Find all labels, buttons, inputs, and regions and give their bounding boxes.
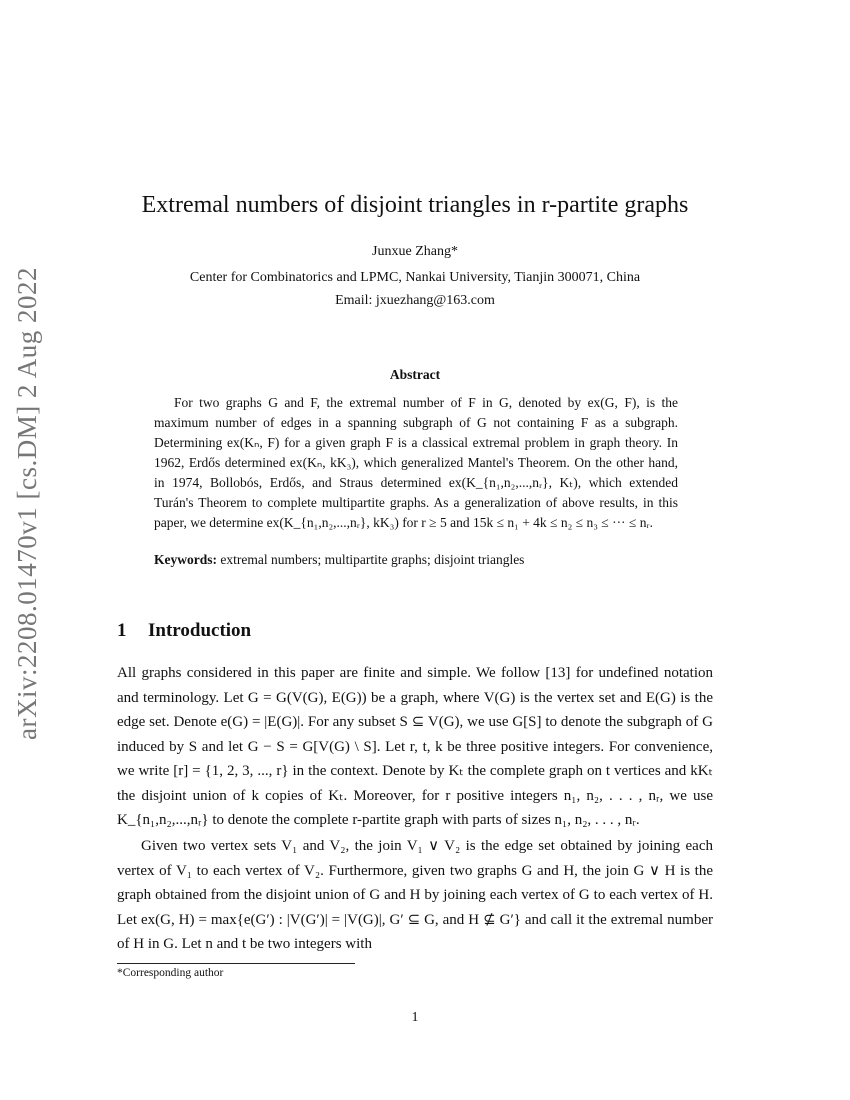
intro-paragraph-1: All graphs considered in this paper are finite and simple. We follow [13] for undefined notation and terminology. Let G = G(V(G), E(G)) be a graph, where V(G) is the vertex set and E(G) is the edge set. Denote e(G) = |E(G)|. For any subset S ⊆ V(G), we use G[S] to denote the subgraph of G induced by S and let G − S = G[V(G) \ S]. Let r, t, k be three positive integers. For convenience, we write [r] = {1, 2, 3, ..., r} in the context. Denote by Kₜ the complete graph on t vertices and kKₜ the disjoint union of k copies of Kₜ. Moreover, for r positive integers n₁, n₂, . . . , nᵣ, we use K_{n₁,n₂,...,nᵣ} to denote the complete r-partite graph with parts of sizes n₁, n₂, . . . , nᵣ.: [117, 665, 713, 828]
footnote-rule: [117, 963, 355, 964]
abstract-text: For two graphs G and F, the extremal number of F in G, denoted by ex(G, F), is the maximum number of edges in a spanning subgraph of G not containing F as a subgraph. Determining ex(Kₙ, F) for a given graph F is a classical extremal problem in graph theory. In 1962, Erdős determined ex(Kₙ, kK₃), which generalized Mantel's Theorem. On the other hand, in 1974, Bollobós, Erdős, and Straus determined ex(K_{n₁,n₂,...,nᵣ}, Kₜ), which extended Turán's Theorem to complete multipartite graphs. As a generalization of above results, in this paper, we determine ex(K_{n₁,n₂,...,nᵣ}, kK₃) for r ≥ 5 and 15k ≤ n₁ + 4k ≤ n₂ ≤ n₃ ≤ ··· ≤ nᵣ.: [154, 395, 678, 530]
keywords: [154, 552, 678, 568]
section-heading: [117, 620, 251, 642]
email[interactable]: Email: jxuezhang@163.com: [335, 293, 495, 308]
section-number: 1: [117, 620, 127, 641]
intro-paragraph-2: Given two vertex sets V₁ and V₂, the join V₁ ∨ V₂ is the edge set obtained by joining each vertex of V₁ to each vertex of V₂. Furthermore, given two graphs G and H, the join G ∨ H is the graph obtained from the disjoint union of G and H by joining each vertex of G to each vertex of H. Let ex(G, H) = max{e(G′) : |V(G′)| = |V(G)|, G′ ⊆ G, and H ⊈ G′} and call it the extremal number of H in G. Let n and t be two integers with: [117, 838, 713, 952]
abstract-heading: Abstract: [389, 367, 441, 382]
page-number: 1: [411, 1010, 419, 1025]
affiliation: Center for Combinatorics and LPMC, Nankai University, Tianjin 300071, China: [189, 270, 641, 285]
keywords-text: extremal numbers; multipartite graphs; disjoint triangles: [220, 552, 525, 567]
arxiv-stamp[interactable]: arXiv:2208.01470v1 [cs.DM] 2 Aug 2022: [12, 267, 42, 740]
footnote: *Corresponding author: [117, 967, 224, 979]
keywords-label: Keywords:: [154, 552, 217, 567]
paper-title: Extremal numbers of disjoint triangles in r-partite graphs: [141, 192, 689, 218]
author-name: Junxue Zhang*: [372, 244, 458, 259]
section-title: Introduction: [148, 620, 252, 641]
